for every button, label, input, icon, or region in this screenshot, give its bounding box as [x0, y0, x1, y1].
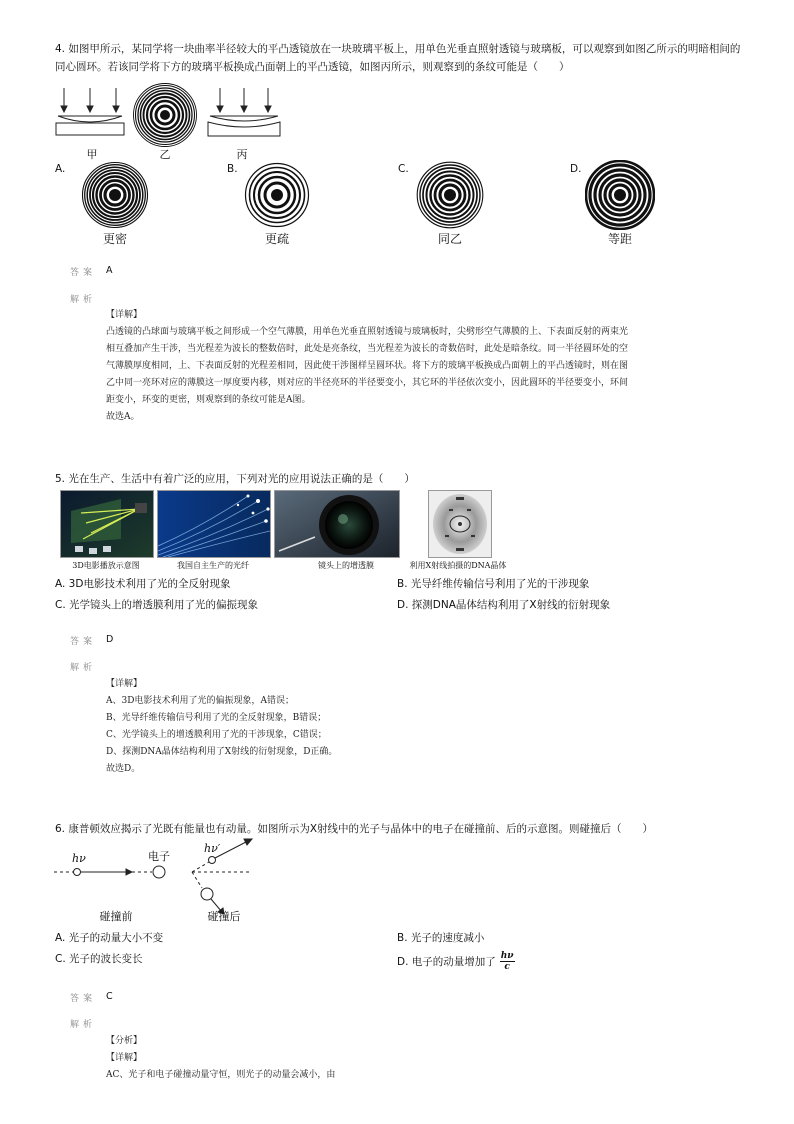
explanation-line: A、3D电影技术利用了光的偏振现象，A错误；	[106, 696, 294, 706]
q6-option-b[interactable]: B. 光子的速度减小	[397, 932, 485, 944]
q6-photon-after-label: hν′	[204, 842, 221, 855]
photon-arrowhead	[126, 869, 132, 875]
q4-explanation	[106, 307, 746, 426]
explanation-line: AC、光子和电子碰撞动量守恒，则光子的动量会减小，由	[106, 1070, 336, 1080]
q4-option-d-letter[interactable]: D.	[570, 163, 582, 175]
explanation-line: C、光学镜头上的增透膜利用了光的干涉现象，C错误；	[106, 730, 327, 740]
q6-explanation	[106, 1033, 706, 1084]
glass-plate	[56, 123, 124, 135]
q5-option-d[interactable]: D. 探测DNA晶体结构利用了X射线的衍射现象	[397, 599, 611, 611]
q6-option-c[interactable]: C. 光子的波长变长	[55, 953, 143, 965]
q5-photo-optical-fiber	[157, 490, 271, 558]
q5-photo-caption-2: 我国自主生产的光纤	[177, 561, 249, 570]
upper-lens	[210, 116, 278, 121]
ray-arrowhead	[87, 106, 93, 112]
q6-option-d-fraction	[500, 951, 515, 972]
q4-option-b-letter[interactable]: B.	[227, 163, 238, 175]
q5-photo-caption-4: 利用X射线拍摄的DNA晶体	[409, 561, 507, 570]
central-dark-spot	[160, 110, 170, 120]
q5-analysis-label: 解析	[70, 663, 97, 673]
fraction-numerator: hν	[500, 951, 514, 961]
q4-analysis-label: 解析	[70, 295, 97, 305]
photon-after-arrowhead	[244, 839, 252, 845]
detail-title: 【详解】	[106, 310, 143, 320]
q5-answer-label: 答案	[70, 637, 97, 647]
q6-answer-value: C	[106, 991, 113, 1002]
q6-after-caption: 碰撞后	[207, 910, 241, 923]
q5-option-b[interactable]: B. 光导纤维传输信号利用了光的干涉现象	[397, 578, 590, 590]
q6-option-d[interactable]	[397, 951, 515, 972]
electron-before-icon	[153, 866, 165, 878]
q5-photo-dna-xray	[428, 490, 492, 558]
photon-before-icon	[74, 869, 81, 876]
detail-title: 【详解】	[106, 679, 143, 689]
q5-explanation	[106, 676, 706, 778]
electron-after-icon	[201, 888, 213, 900]
q5-photo-caption-3: 镜头上的增透膜	[318, 561, 374, 570]
central-dark-spot	[614, 189, 626, 201]
ray-arrowhead	[113, 106, 119, 112]
plano-convex-lens	[58, 116, 122, 122]
q6-electron-label: 电子	[148, 850, 170, 863]
q4-stem-line1: 4. 如图甲所示，某同学将一块曲率半径较大的平凸透镜放在一块玻璃平板上，用单色光垂直照射透镜与玻璃板，可以观察到如图乙所示的明暗相间的	[55, 43, 741, 55]
explanation-line: 距变小，环变的更密，则观察到的条纹可能是A图。	[106, 395, 311, 405]
q5-stem: 5. 光在生产、生活中有着广泛的应用，下列对光的应用说法正确的是（ ）	[55, 473, 415, 485]
lower-lens-convex-up	[208, 122, 280, 136]
q4-option-d-caption: 等距	[607, 232, 632, 246]
explanation-line: B、光导纤维传输信号利用了光的全反射现象，B错误；	[106, 713, 327, 723]
q4-option-d-rings	[585, 160, 655, 230]
detail-title: 【详解】	[106, 1053, 143, 1063]
q4-option-c-rings	[415, 160, 485, 230]
q6-option-a[interactable]: A. 光子的动量大小不变	[55, 932, 164, 944]
q4-answer-label: 答案	[70, 268, 97, 278]
fraction-denominator: c	[504, 962, 510, 972]
explanation-line: 气薄膜厚度相同，上、下表面反射的光程差相同，因此使干涉图样呈圆环状。将下方的玻璃平板换成凸面朝上的平凸透镜时，则在图	[106, 361, 629, 371]
q6-answer-label: 答案	[70, 994, 97, 1004]
q4-figure-bing	[204, 86, 284, 146]
q4-figure-jia	[52, 86, 132, 146]
explanation-line: 相互叠加产生干涉，当光程差为波长的整数倍时，此处是亮条纹，当光程差为波长的奇数倍时，此处是暗条纹。同一半径圆环处的空	[106, 344, 629, 354]
q4-option-b-rings	[242, 160, 312, 230]
ray-arrowhead	[217, 106, 223, 112]
q5-photo-caption-1: 3D电影播放示意图	[72, 561, 140, 570]
q5-photo-3d-movie	[60, 490, 154, 558]
q4-option-a-letter[interactable]: A.	[55, 163, 66, 175]
q4-option-c-letter[interactable]: C.	[398, 163, 409, 175]
ray-arrowhead	[241, 106, 247, 112]
central-dark-spot	[271, 189, 283, 201]
explanation-line: 故选A。	[106, 412, 140, 422]
q5-option-c[interactable]: C. 光学镜头上的增透膜利用了光的偏振现象	[55, 599, 259, 611]
photon-after-icon	[209, 857, 216, 864]
ray-arrowhead	[265, 106, 271, 112]
q4-option-a-caption: 更密	[102, 232, 127, 246]
q4-option-b-caption: 更疏	[264, 232, 289, 246]
q5-photo-lens-coating	[274, 490, 400, 558]
central-dark-spot	[444, 189, 456, 201]
q4-fig-label-yi: 乙	[159, 148, 171, 161]
q6-before-caption: 碰撞前	[99, 910, 133, 923]
ray-arrowhead	[61, 106, 67, 112]
q4-option-a-rings	[80, 160, 150, 230]
central-dark-spot	[109, 189, 121, 201]
explanation-line: 乙中同一亮环对应的薄膜这一厚度要内移，则对应的半径亮环的半径要变小，其它环的半径依次变小，因此圆环的半径要变小，环间	[106, 378, 629, 388]
explanation-line: 凸透镜的凸球面与玻璃平板之间形成一个空气薄膜，用单色光垂直照射透镜与玻璃板时，尖劈形空气薄膜的上、下表面反射的两束光	[106, 327, 629, 337]
q4-option-c-caption: 同乙	[437, 232, 462, 246]
q4-fig-label-jia: 甲	[86, 148, 98, 161]
q6-stem: 6. 康普顿效应揭示了光既有能量也有动量。如图所示为X射线中的光子与晶体中的电子在碰撞前、后的示意图。则碰撞后（ ）	[55, 823, 654, 835]
analysis-title: 【分析】	[106, 1036, 143, 1046]
q6-analysis-label: 解析	[70, 1020, 97, 1030]
q4-answer-value: A	[106, 265, 113, 276]
q4-stem-line2: 同心圆环。若该同学将下方的玻璃平板换成凸面朝上的平凸透镜，如图丙所示，则观察到的条纹可能是（ ）	[55, 61, 570, 73]
explanation-line: 故选D。	[106, 764, 141, 774]
q5-option-a[interactable]: A. 3D电影技术利用了光的全反射现象	[55, 578, 231, 590]
explanation-line: D、探测DNA晶体结构利用了X射线的衍射现象，D正确。	[106, 747, 338, 757]
q4-stem	[55, 40, 745, 76]
q6-option-d-text: D. 电子的动量增加了	[397, 956, 496, 968]
q5-answer-value: D	[106, 634, 114, 645]
q4-figure-yi	[132, 82, 198, 148]
q4-fig-label-bing: 丙	[236, 148, 248, 161]
q6-photon-before-label: hν	[72, 852, 86, 865]
